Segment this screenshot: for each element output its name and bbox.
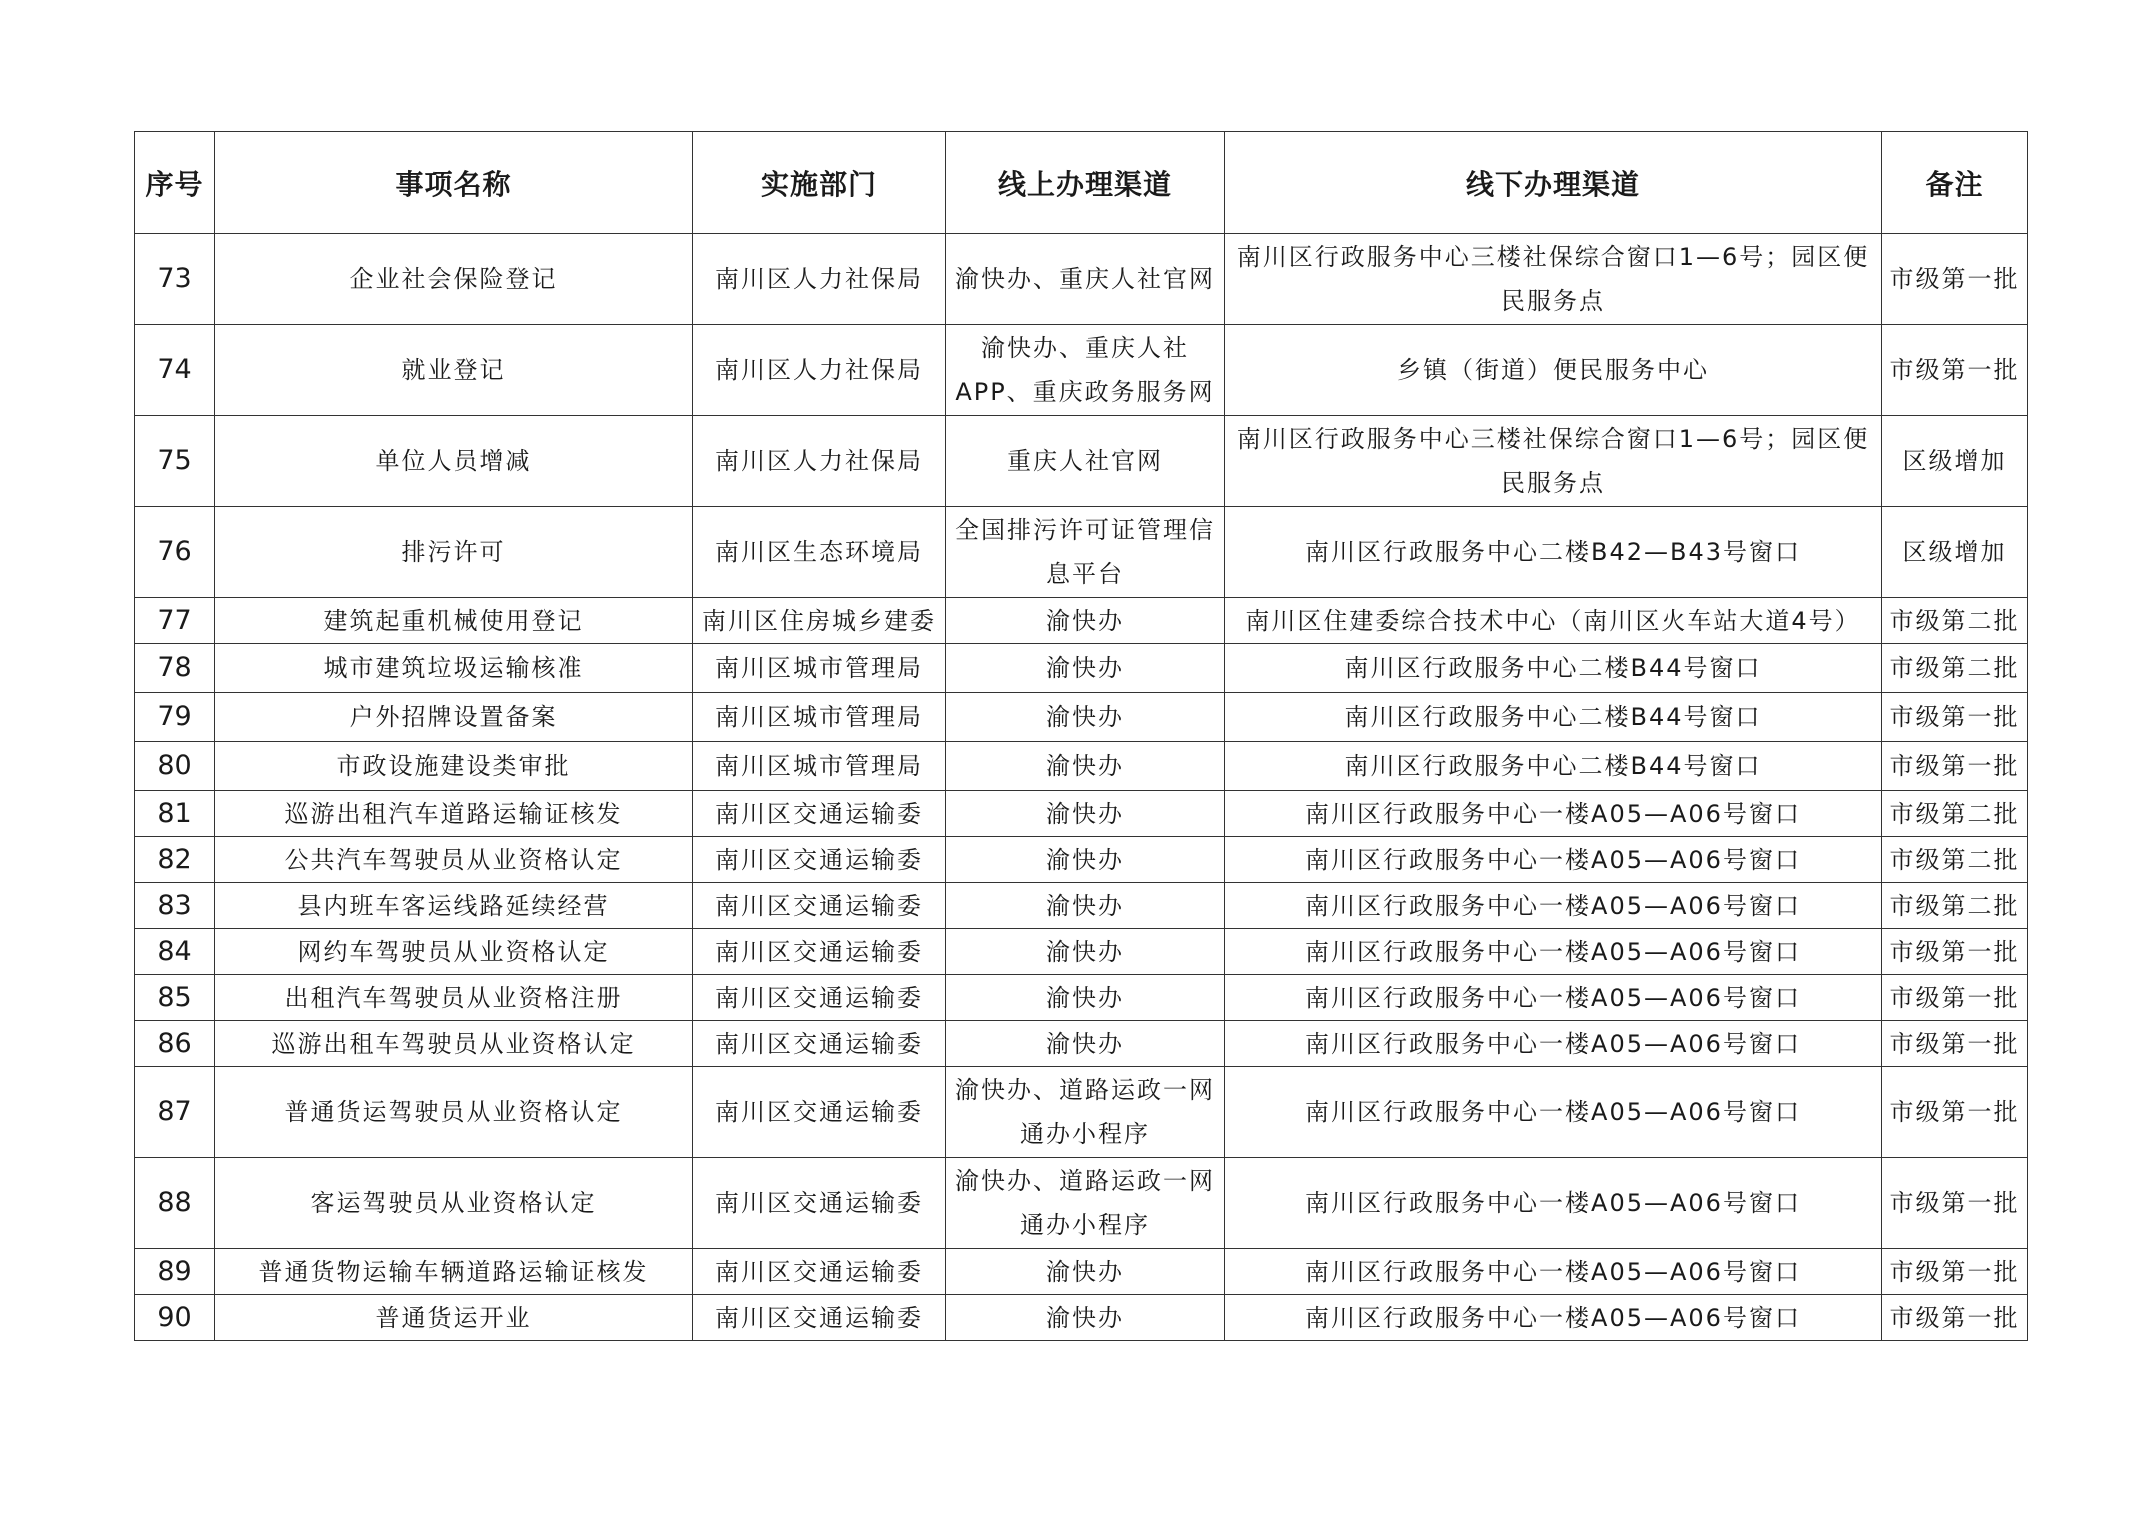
matter-name: 单位人员增减: [215, 416, 693, 507]
matter-name: 公共汽车驾驶员从业资格认定: [215, 837, 693, 883]
remark: 市级第一批: [1882, 929, 2028, 975]
department: 南川区城市管理局: [693, 693, 946, 742]
department: 南川区交通运输委: [693, 1067, 946, 1158]
matter-name: 县内班车客运线路延续经营: [215, 883, 693, 929]
header-dept: 实施部门: [693, 132, 946, 234]
offline-channel: 南川区行政服务中心一楼A05—A06号窗口: [1225, 1067, 1882, 1158]
matter-name: 网约车驾驶员从业资格认定: [215, 929, 693, 975]
offline-channel: 南川区行政服务中心三楼社保综合窗口1—6号；园区便民服务点: [1225, 416, 1882, 507]
offline-channel: 南川区行政服务中心一楼A05—A06号窗口: [1225, 1249, 1882, 1295]
table-row: [135, 742, 2028, 791]
table-row: [135, 325, 2028, 416]
row-number: 77: [135, 598, 215, 644]
remark: 市级第一批: [1882, 325, 2028, 416]
offline-channel: 南川区行政服务中心一楼A05—A06号窗口: [1225, 883, 1882, 929]
offline-channel: 南川区行政服务中心一楼A05—A06号窗口: [1225, 975, 1882, 1021]
online-channel: 渝快办: [946, 1249, 1225, 1295]
department: 南川区人力社保局: [693, 325, 946, 416]
department: 南川区城市管理局: [693, 742, 946, 791]
online-channel: 渝快办、道路运政一网通办小程序: [946, 1067, 1225, 1158]
online-channel: 渝快办: [946, 1295, 1225, 1341]
row-number: 81: [135, 791, 215, 837]
matter-name: 城市建筑垃圾运输核准: [215, 644, 693, 693]
remark: 市级第二批: [1882, 883, 2028, 929]
row-number: 87: [135, 1067, 215, 1158]
matter-name: 出租汽车驾驶员从业资格注册: [215, 975, 693, 1021]
row-number: 79: [135, 693, 215, 742]
remark: 市级第二批: [1882, 791, 2028, 837]
row-number: 73: [135, 234, 215, 325]
remark: 市级第一批: [1882, 1295, 2028, 1341]
department: 南川区交通运输委: [693, 1021, 946, 1067]
department: 南川区城市管理局: [693, 644, 946, 693]
department: 南川区交通运输委: [693, 791, 946, 837]
department: 南川区人力社保局: [693, 234, 946, 325]
header-no: 序号: [135, 132, 215, 234]
matter-name: 建筑起重机械使用登记: [215, 598, 693, 644]
table-row: [135, 1158, 2028, 1249]
matter-name: 户外招牌设置备案: [215, 693, 693, 742]
matter-name: 巡游出租汽车道路运输证核发: [215, 791, 693, 837]
header-name: 事项名称: [215, 132, 693, 234]
matter-name: 企业社会保险登记: [215, 234, 693, 325]
remark: 市级第一批: [1882, 234, 2028, 325]
remark: 市级第一批: [1882, 1249, 2028, 1295]
table-row: [135, 837, 2028, 883]
table-row: [135, 1295, 2028, 1341]
remark: 市级第一批: [1882, 1021, 2028, 1067]
row-number: 90: [135, 1295, 215, 1341]
table-row: [135, 507, 2028, 598]
online-channel: 渝快办、道路运政一网通办小程序: [946, 1158, 1225, 1249]
offline-channel: 南川区行政服务中心一楼A05—A06号窗口: [1225, 929, 1882, 975]
department: 南川区交通运输委: [693, 883, 946, 929]
header-note: 备注: [1882, 132, 2028, 234]
matter-name: 排污许可: [215, 507, 693, 598]
online-channel: 渝快办、重庆人社APP、重庆政务服务网: [946, 325, 1225, 416]
table-row: [135, 1249, 2028, 1295]
offline-channel: 南川区行政服务中心二楼B44号窗口: [1225, 742, 1882, 791]
table-row: [135, 791, 2028, 837]
online-channel: 全国排污许可证管理信息平台: [946, 507, 1225, 598]
row-number: 74: [135, 325, 215, 416]
online-channel: 渝快办: [946, 1021, 1225, 1067]
online-channel: 渝快办: [946, 837, 1225, 883]
online-channel: 渝快办: [946, 929, 1225, 975]
matter-name: 普通货物运输车辆道路运输证核发: [215, 1249, 693, 1295]
row-number: 86: [135, 1021, 215, 1067]
offline-channel: 南川区行政服务中心一楼A05—A06号窗口: [1225, 1295, 1882, 1341]
row-number: 76: [135, 507, 215, 598]
row-number: 82: [135, 837, 215, 883]
table-row: [135, 644, 2028, 693]
online-channel: 渝快办: [946, 598, 1225, 644]
department: 南川区交通运输委: [693, 975, 946, 1021]
table-row: [135, 234, 2028, 325]
matter-name: 市政设施建设类审批: [215, 742, 693, 791]
row-number: 89: [135, 1249, 215, 1295]
table-row: [135, 1067, 2028, 1158]
table-row: [135, 598, 2028, 644]
matter-name: 巡游出租车驾驶员从业资格认定: [215, 1021, 693, 1067]
department: 南川区交通运输委: [693, 1295, 946, 1341]
offline-channel: 南川区行政服务中心三楼社保综合窗口1—6号；园区便民服务点: [1225, 234, 1882, 325]
offline-channel: 南川区行政服务中心二楼B42—B43号窗口: [1225, 507, 1882, 598]
department: 南川区交通运输委: [693, 929, 946, 975]
offline-channel: 南川区住建委综合技术中心（南川区火车站大道4号）: [1225, 598, 1882, 644]
remark: 市级第一批: [1882, 693, 2028, 742]
row-number: 84: [135, 929, 215, 975]
offline-channel: 南川区行政服务中心一楼A05—A06号窗口: [1225, 791, 1882, 837]
online-channel: 渝快办: [946, 644, 1225, 693]
online-channel: 重庆人社官网: [946, 416, 1225, 507]
remark: 市级第一批: [1882, 742, 2028, 791]
remark: 市级第一批: [1882, 1158, 2028, 1249]
table-row: [135, 1021, 2028, 1067]
offline-channel: 南川区行政服务中心一楼A05—A06号窗口: [1225, 1021, 1882, 1067]
online-channel: 渝快办: [946, 693, 1225, 742]
remark: 市级第二批: [1882, 644, 2028, 693]
matter-name: 普通货运驾驶员从业资格认定: [215, 1067, 693, 1158]
offline-channel: 乡镇（街道）便民服务中心: [1225, 325, 1882, 416]
table-row: [135, 416, 2028, 507]
table-row: [135, 693, 2028, 742]
header-offline: 线下办理渠道: [1225, 132, 1882, 234]
table-body: [135, 234, 2028, 1341]
online-channel: 渝快办: [946, 883, 1225, 929]
remark: 区级增加: [1882, 507, 2028, 598]
row-number: 83: [135, 883, 215, 929]
table-row: [135, 929, 2028, 975]
matter-name: 客运驾驶员从业资格认定: [215, 1158, 693, 1249]
offline-channel: 南川区行政服务中心二楼B44号窗口: [1225, 644, 1882, 693]
department: 南川区住房城乡建委: [693, 598, 946, 644]
offline-channel: 南川区行政服务中心一楼A05—A06号窗口: [1225, 1158, 1882, 1249]
table-header-row: [135, 132, 2028, 234]
online-channel: 渝快办、重庆人社官网: [946, 234, 1225, 325]
offline-channel: 南川区行政服务中心二楼B44号窗口: [1225, 693, 1882, 742]
matters-table: [134, 131, 2028, 1341]
online-channel: 渝快办: [946, 742, 1225, 791]
remark: 区级增加: [1882, 416, 2028, 507]
header-online: 线上办理渠道: [946, 132, 1225, 234]
department: 南川区交通运输委: [693, 1249, 946, 1295]
department: 南川区交通运输委: [693, 1158, 946, 1249]
remark: 市级第一批: [1882, 975, 2028, 1021]
row-number: 75: [135, 416, 215, 507]
row-number: 80: [135, 742, 215, 791]
table-row: [135, 883, 2028, 929]
online-channel: 渝快办: [946, 975, 1225, 1021]
table-row: [135, 975, 2028, 1021]
department: 南川区交通运输委: [693, 837, 946, 883]
row-number: 85: [135, 975, 215, 1021]
matter-name: 就业登记: [215, 325, 693, 416]
online-channel: 渝快办: [946, 791, 1225, 837]
offline-channel: 南川区行政服务中心一楼A05—A06号窗口: [1225, 837, 1882, 883]
matter-name: 普通货运开业: [215, 1295, 693, 1341]
department: 南川区人力社保局: [693, 416, 946, 507]
row-number: 78: [135, 644, 215, 693]
row-number: 88: [135, 1158, 215, 1249]
remark: 市级第二批: [1882, 837, 2028, 883]
remark: 市级第一批: [1882, 1067, 2028, 1158]
remark: 市级第二批: [1882, 598, 2028, 644]
department: 南川区生态环境局: [693, 507, 946, 598]
